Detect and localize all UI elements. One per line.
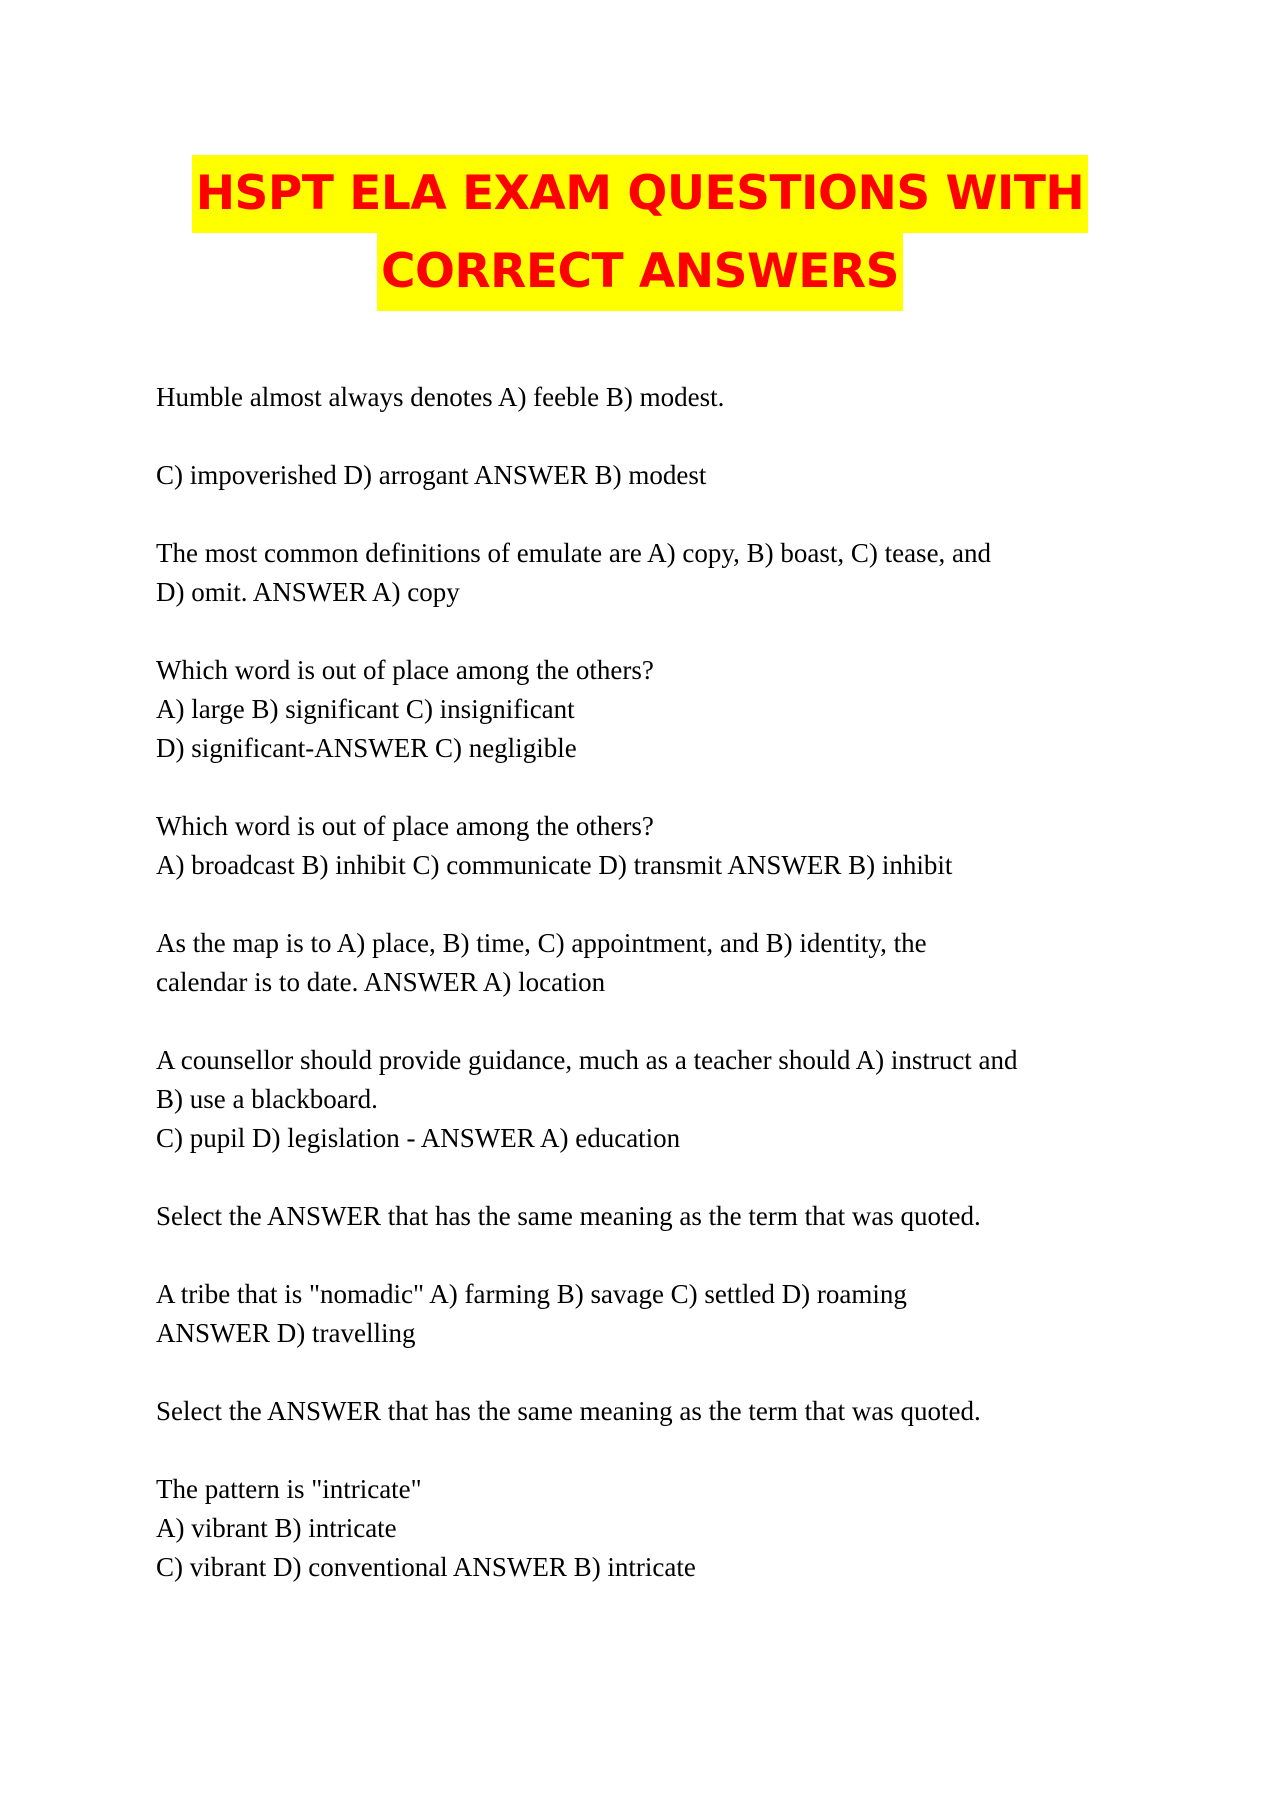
text-line: Which word is out of place among the others? bbox=[156, 811, 654, 841]
paragraph-2 bbox=[156, 456, 1156, 495]
paragraph-11 bbox=[156, 1470, 1156, 1587]
text-line: A counsellor should provide guidance, much as a teacher should A) instruct and bbox=[156, 1045, 1018, 1075]
text-line: A) vibrant B) intricate bbox=[156, 1513, 397, 1543]
text-line: Which word is out of place among the others? bbox=[156, 655, 654, 685]
text-line: C) vibrant D) conventional ANSWER B) intricate bbox=[156, 1552, 696, 1582]
text-line: As the map is to A) place, B) time, C) appointment, and B) identity, the bbox=[156, 928, 927, 958]
text-line: D) omit. ANSWER A) copy bbox=[156, 577, 460, 607]
text-line: Select the ANSWER that has the same meaning as the term that was quoted. bbox=[156, 1396, 981, 1426]
text-line: D) significant-ANSWER C) negligible bbox=[156, 733, 577, 763]
paragraph-3 bbox=[156, 534, 1156, 612]
document-title bbox=[0, 155, 1280, 311]
text-line: A) broadcast B) inhibit C) communicate D) transmit ANSWER B) inhibit bbox=[156, 850, 953, 880]
paragraph-6 bbox=[156, 924, 1156, 1002]
text-line: B) use a blackboard. bbox=[156, 1084, 378, 1114]
paragraph-10 bbox=[156, 1392, 1156, 1431]
paragraph-5 bbox=[156, 807, 1156, 885]
title-line-2: CORRECT ANSWERS bbox=[377, 233, 903, 311]
text-line: ANSWER D) travelling bbox=[156, 1318, 416, 1348]
text-line: calendar is to date. ANSWER A) location bbox=[156, 967, 606, 997]
paragraph-1 bbox=[156, 378, 1156, 417]
text-line: A) large B) significant C) insignificant bbox=[156, 694, 575, 724]
paragraph-7 bbox=[156, 1041, 1156, 1158]
paragraph-8 bbox=[156, 1197, 1156, 1236]
text-line: Select the ANSWER that has the same meaning as the term that was quoted. bbox=[156, 1201, 981, 1231]
paragraph-4 bbox=[156, 651, 1156, 768]
document-body bbox=[156, 378, 1156, 1626]
paragraph-9 bbox=[156, 1275, 1156, 1353]
text-line: The pattern is "intricate" bbox=[156, 1474, 422, 1504]
text-line: The most common definitions of emulate are A) copy, B) boast, C) tease, and bbox=[156, 538, 992, 568]
text-line: Humble almost always denotes A) feeble B) modest. bbox=[156, 382, 725, 412]
text-line: C) impoverished D) arrogant ANSWER B) modest bbox=[156, 460, 707, 490]
text-line: A tribe that is "nomadic" A) farming B) savage C) settled D) roaming bbox=[156, 1279, 907, 1309]
text-line: C) pupil D) legislation - ANSWER A) education bbox=[156, 1123, 681, 1153]
title-line-1: HSPT ELA EXAM QUESTIONS WITH bbox=[192, 155, 1089, 233]
